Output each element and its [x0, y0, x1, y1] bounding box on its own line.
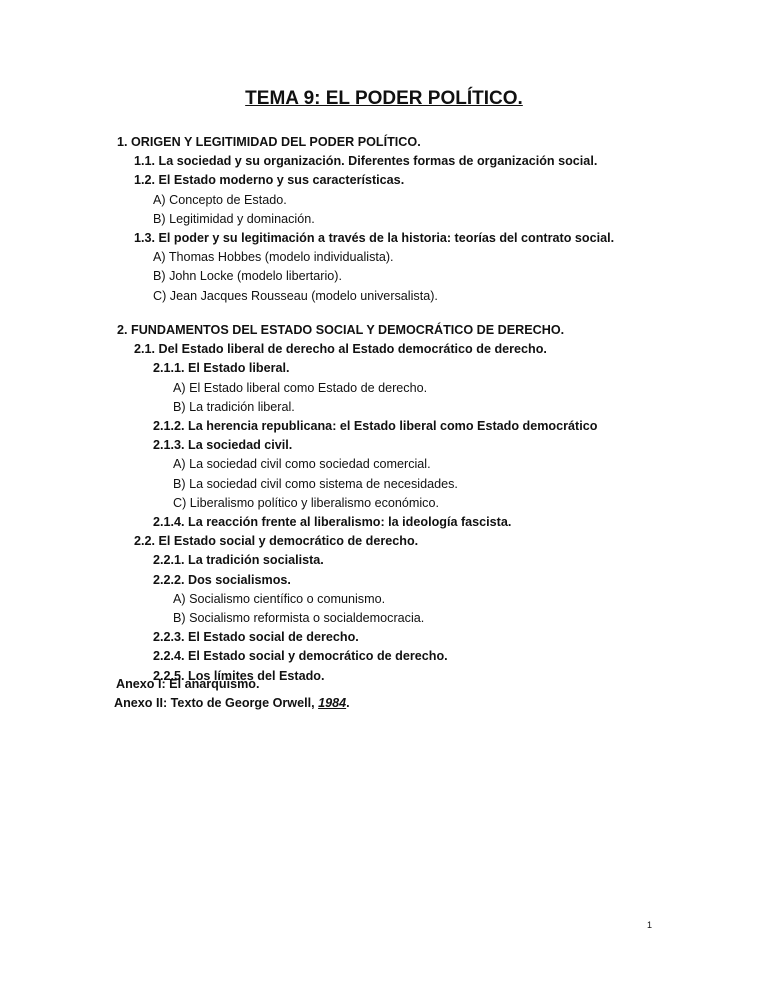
list-item: B) La tradición liberal. — [173, 399, 295, 414]
annex-2-suffix: . — [346, 696, 350, 711]
list-item: B) Legitimidad y dominación. — [153, 211, 315, 226]
annexes — [116, 675, 350, 713]
subsection-heading: 2.2. El Estado social y democrático de derecho. — [134, 534, 419, 549]
subsubsection-heading: 2.2.4. El Estado social y democrático de derecho. — [153, 649, 448, 664]
list-item: B) La sociedad civil como sistema de necesidades. — [173, 476, 458, 491]
subsection-heading: 1.2. El Estado moderno y sus características. — [134, 173, 405, 188]
annex-2-prefix: Anexo II: Texto de George Orwell, — [114, 696, 319, 711]
subsubsection-heading: 2.2.5. Los límites del Estado. — [153, 668, 325, 683]
subsubsection-heading: 2.2.1. La tradición socialista. — [153, 553, 324, 568]
list-item: A) El Estado liberal como Estado de derecho. — [173, 380, 428, 395]
subsubsection-heading: 2.1.2. La herencia republicana: el Estado liberal como Estado democrático — [153, 419, 598, 434]
list-item: B) John Locke (modelo libertario). — [153, 269, 342, 284]
list-item: C) Liberalismo político y liberalismo económico. — [173, 495, 439, 510]
subsubsection-heading: 2.1.1. El Estado liberal. — [153, 361, 290, 376]
list-item: A) Socialismo científico o comunismo. — [173, 591, 386, 606]
page-number: 1 — [647, 920, 653, 930]
subsubsection-heading: 2.1.4. La reacción frente al liberalismo: la ideología fascista. — [153, 515, 512, 530]
subsubsection-heading: 2.2.2. Dos socialismos. — [153, 572, 291, 587]
subsubsection-heading: 2.2.3. El Estado social de derecho. — [153, 630, 359, 645]
annex-2 — [114, 694, 350, 713]
section-heading: 1. ORIGEN Y LEGITIMIDAD DEL PODER POLÍTICO. — [117, 135, 421, 149]
section-1 — [117, 133, 614, 306]
list-item: A) La sociedad civil como sociedad comercial. — [173, 457, 431, 472]
page-title: TEMA 9: EL PODER POLÍTICO. — [245, 88, 523, 109]
subsubsection-heading: 2.1.3. La sociedad civil. — [153, 438, 293, 453]
list-item: A) Concepto de Estado. — [153, 192, 287, 207]
subsection-heading: 1.3. El poder y su legitimación a través de la historia: teorías del contrato social. — [134, 231, 615, 246]
list-item: A) Thomas Hobbes (modelo individualista). — [153, 250, 394, 265]
list-item: B) Socialismo reformista o socialdemocracia. — [173, 611, 425, 626]
section-2 — [117, 321, 597, 686]
annex-1: Anexo I: El anarquismo. — [116, 677, 260, 691]
section-heading: 2. FUNDAMENTOS DEL ESTADO SOCIAL Y DEMOCRÁTICO DE DERECHO. — [117, 323, 565, 337]
book-title: 1984 — [318, 696, 347, 711]
list-item: C) Jean Jacques Rousseau (modelo universalista). — [153, 288, 438, 303]
subsection-heading: 2.1. Del Estado liberal de derecho al Estado democrático de derecho. — [134, 342, 547, 357]
subsection-heading: 1.1. La sociedad y su organización. Diferentes formas de organización social. — [134, 154, 598, 169]
